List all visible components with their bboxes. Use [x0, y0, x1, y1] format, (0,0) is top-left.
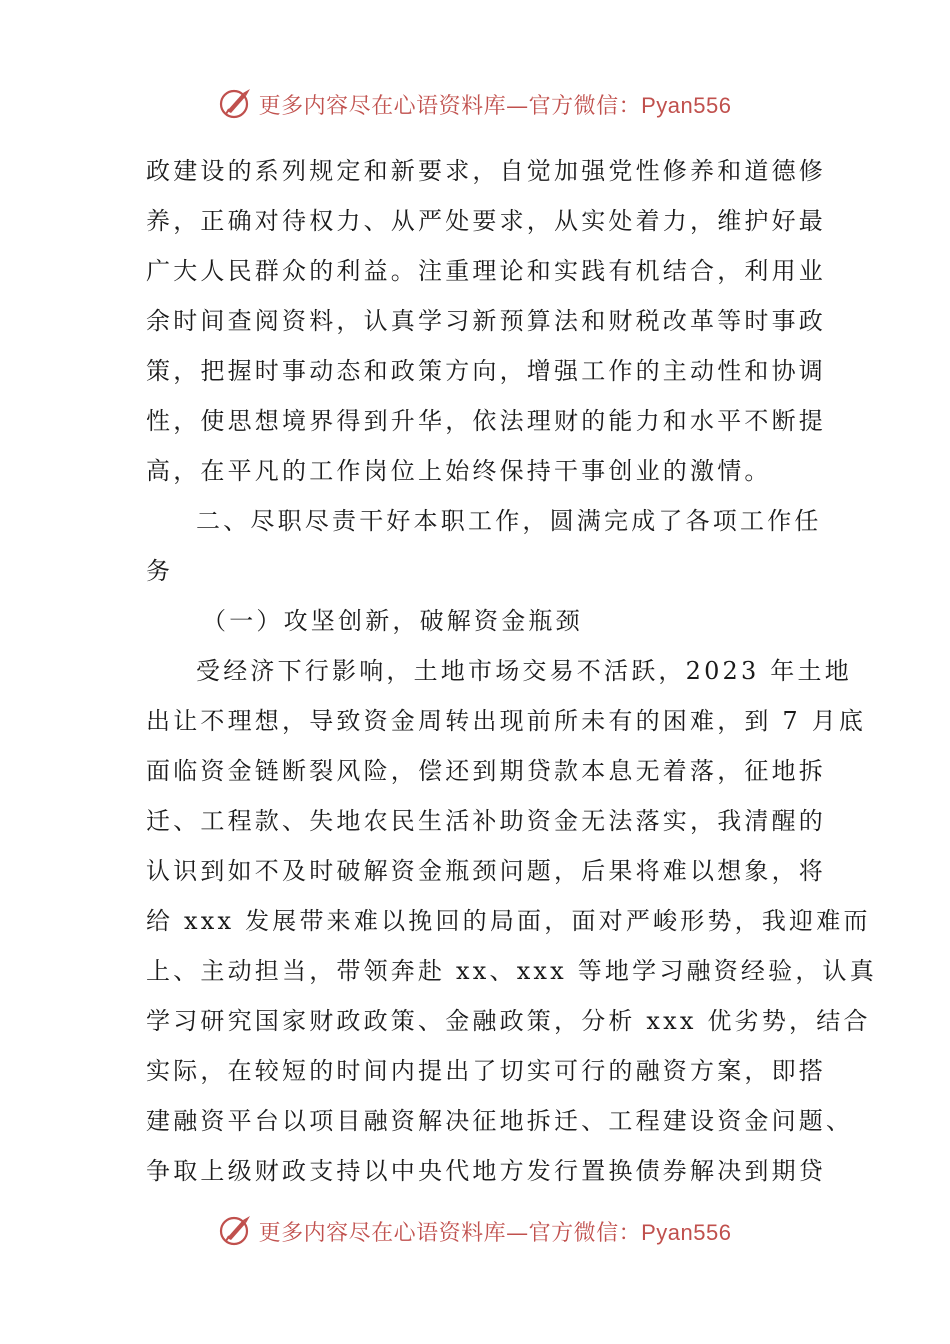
- paragraph-line: 争取上级财政支持以中央代地方发行置换债券解决到期贷: [146, 1157, 826, 1185]
- footer-banner: [0, 1211, 950, 1251]
- header-banner-text: [259, 89, 732, 120]
- document-body: [146, 146, 877, 1196]
- section-heading-line: 务: [146, 557, 174, 585]
- paragraph-line: 建融资平台以项目融资解决征地拆迁、工程建设资金问题、: [146, 1107, 854, 1135]
- quill-pen-logo-icon: [219, 87, 253, 121]
- paragraph-line: 上、主动担当，带领奔赴 xx、xxx 等地学习融资经验，认真: [146, 957, 877, 985]
- header-banner-wechat-id: Pyan556: [641, 92, 732, 118]
- paragraph-line: 出让不理想，导致资金周转出现前所未有的困难，到 7 月底: [146, 707, 867, 735]
- paragraph-line: 高，在平凡的工作岗位上始终保持干事创业的激情。: [146, 457, 772, 485]
- paragraph-line: 政建设的系列规定和新要求，自觉加强党性修养和道德修: [146, 157, 826, 185]
- paragraph-line: 学习研究国家财政政策、金融政策，分析 xxx 优劣势，结合: [146, 1007, 871, 1035]
- quill-pen-logo-icon: [219, 1214, 253, 1248]
- paragraph-line: 余时间查阅资料，认真学习新预算法和财税改革等时事政: [146, 307, 826, 335]
- header-banner-label: 更多内容尽在心语资料库—官方微信：: [258, 93, 642, 119]
- paragraph-line: 策，把握时事动态和政策方向，增强工作的主动性和协调: [146, 357, 826, 385]
- footer-banner-label: 更多内容尽在心语资料库—官方微信：: [258, 1220, 642, 1246]
- section-heading-line: 二、尽职尽责干好本职工作，圆满完成了各项工作任: [196, 507, 822, 535]
- paragraph-line: 实际，在较短的时间内提出了切实可行的融资方案，即搭: [146, 1057, 826, 1085]
- paragraph-line: 性，使思想境界得到升华，依法理财的能力和水平不断提: [146, 407, 826, 435]
- paragraph-line: 给 xxx 发展带来难以挽回的局面，面对严峻形势，我迎难而: [146, 907, 871, 935]
- footer-banner-wechat-id: Pyan556: [641, 1219, 732, 1245]
- paragraph-line: 受经济下行影响，土地市场交易不活跃，2023 年土地: [196, 657, 852, 685]
- footer-banner-text: [259, 1216, 732, 1247]
- subsection-heading: （一）攻坚创新，破解资金瓶颈: [202, 607, 583, 635]
- paragraph-line: 迁、工程款、失地农民生活补助资金无法落实，我清醒的: [146, 807, 826, 835]
- paragraph-line: 认识到如不及时破解资金瓶颈问题，后果将难以想象，将: [146, 857, 826, 885]
- paragraph-line: 广大人民群众的利益。注重理论和实践有机结合，利用业: [146, 257, 826, 285]
- paragraph-line: 养，正确对待权力、从严处要求，从实处着力，维护好最: [146, 207, 826, 235]
- paragraph-line: 面临资金链断裂风险，偿还到期贷款本息无着落，征地拆: [146, 757, 826, 785]
- header-banner: [0, 84, 950, 124]
